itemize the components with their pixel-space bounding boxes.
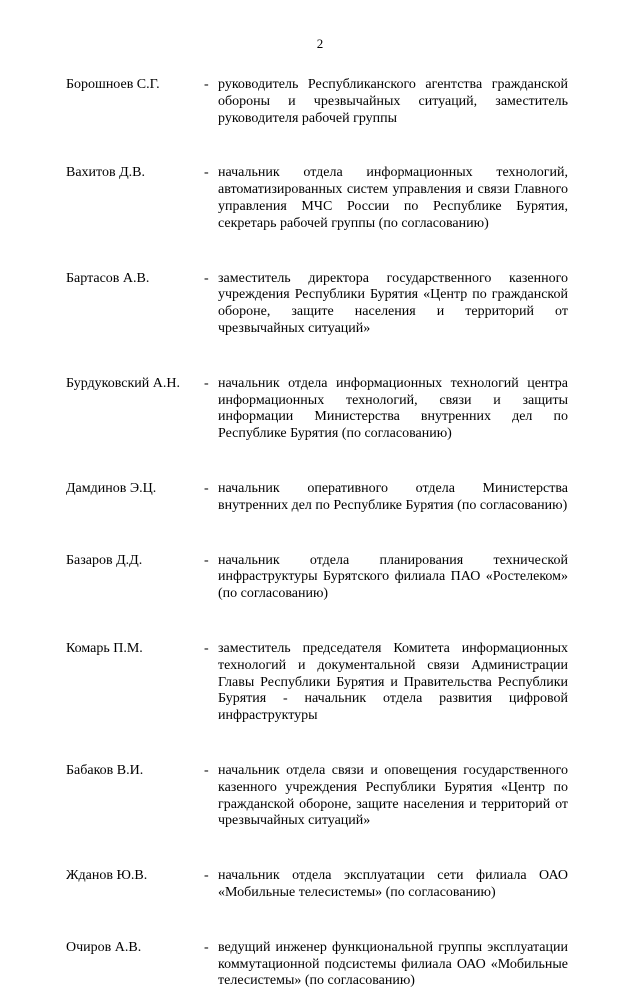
list-item [66, 553, 568, 603]
members-list [66, 77, 568, 990]
member-name: Бабаков В.И. [66, 762, 144, 778]
list-item [66, 77, 568, 127]
member-position: ведущий инженер функциональной группы эксплуатации коммутационной подсистемы филиала ОАО «Мобильные телесистемы» (по согласованию) [218, 939, 568, 989]
list-item [66, 271, 568, 338]
member-name: Борошноев С.Г. [66, 77, 160, 92]
separator-dash: - [204, 640, 209, 656]
list-item [66, 641, 568, 725]
member-position: заместитель директора государственного казенного учреждения Республики Бурятия «Центр по гражданской обороне, защите населения и территорий от чрезвычайных ситуаций» [218, 270, 568, 336]
separator-dash: - [204, 77, 209, 92]
list-item [66, 376, 568, 443]
separator-dash: - [204, 375, 209, 391]
member-name: Вахитов Д.В. [66, 165, 145, 181]
member-position: начальник отдела информационных технологий, автоматизированных систем управления и связи Главного управления МЧС России по Республике Бурятия, секретарь рабочей группы (по согласованию) [218, 165, 568, 231]
page-number: 2 [316, 36, 324, 51]
separator-dash: - [204, 552, 209, 568]
separator-dash: - [204, 868, 209, 884]
member-position: начальник отдела информационных технологий центра информационных технологий, связи и защиты информации Министерства внутренних дел по Республике Бурятия (по согласованию) [218, 375, 568, 442]
list-item [66, 763, 568, 830]
list-item [66, 165, 568, 232]
separator-dash: - [204, 939, 209, 955]
member-position: начальник оперативного отдела Министерства внутренних дел по Республике Бурятия (по согласованию) [218, 480, 568, 513]
list-item [66, 868, 568, 902]
separator-dash: - [204, 165, 209, 181]
separator-dash: - [204, 480, 209, 496]
list-item [66, 481, 568, 515]
member-position: начальник отдела связи и оповещения государственного казенного учреждения Республики Бурятия «Центр по гражданской обороне, защите населения и территорий от чрезвычайных ситуаций» [218, 762, 568, 829]
member-name: Очиров А.В. [66, 939, 142, 955]
separator-dash: - [204, 762, 209, 778]
member-position: начальник отдела эксплуатации сети филиала ОАО «Мобильные телесистемы» (по согласованию) [218, 868, 568, 900]
member-position: руководитель Республиканского агентства гражданской обороны и чрезвычайных ситуаций, заместитель руководителя рабочей группы [218, 77, 568, 126]
member-position: начальник отдела планирования технической инфраструктуры Бурятского филиала ПАО «Ростелеком» (по согласованию) [218, 552, 568, 602]
member-name: Бурдуковский А.Н. [66, 375, 180, 391]
member-name: Дамдинов Э.Ц. [66, 480, 157, 496]
member-name: Бартасов А.В. [66, 270, 150, 286]
list-item [66, 940, 568, 990]
member-name: Жданов Ю.В. [66, 868, 148, 884]
separator-dash: - [204, 270, 209, 286]
member-name: Комарь П.М. [66, 640, 143, 656]
member-position: заместитель председателя Комитета информационных технологий и документальной связи Администрации Главы Республики Бурятия и Правительства Республики Бурятия - начальник отдела развития цифровой инфраструктуры [218, 640, 568, 724]
member-name: Базаров Д.Д. [66, 552, 143, 568]
